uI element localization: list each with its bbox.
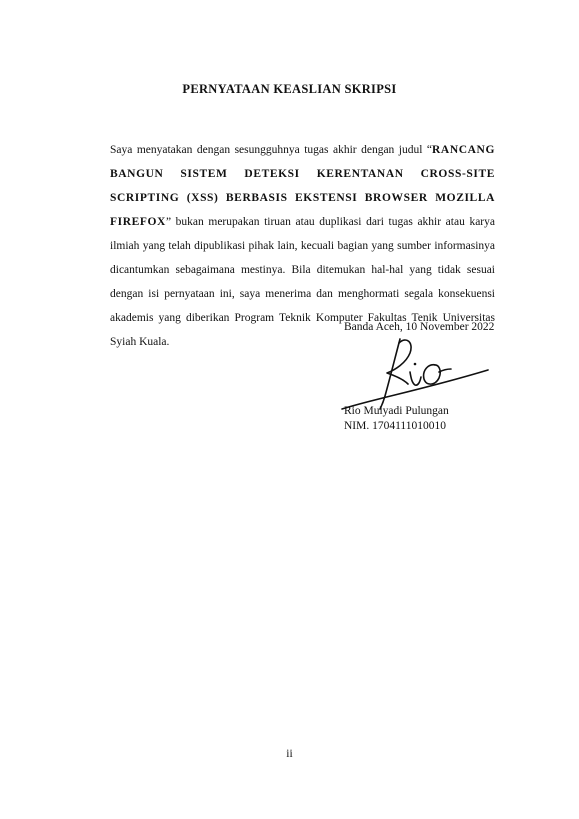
page-number: ii	[286, 748, 293, 760]
thesis-title: RANCANG BANGUN SISTEM DETEKSI KERENTANAN CROSS-SITE SCRIPTING (XSS) BERBASIS EKSTENSI BROWSER MOZILLA FIREFOX	[110, 144, 495, 228]
statement-intro: Saya menyatakan dengan sesungguhnya tugas akhir dengan judul “	[110, 144, 433, 156]
signer-block	[344, 404, 449, 434]
statement-body: ” bukan merupakan tiruan atau duplikasi dari tugas akhir atau karya ilmiah yang telah dipublikasi pihak lain, kecuali bagian yang sumber informasinya dicantumkan sebagaimana mestinya. Bila ditemukan hal-hal yang tidak sesuai dengan isi pernyataan ini, saya menerima dan menghormati segala konsekuensi akademis yang diberikan Program Teknik Komputer Fakultas Tenik Universitas Syiah Kuala.	[110, 216, 495, 348]
signer-name: Rio Mulyadi Pulungan	[344, 405, 449, 417]
place-date: Banda Aceh, 10 November 2022	[344, 321, 495, 333]
signer-nim: NIM. 1704111010010	[344, 420, 447, 432]
page-title: PERNYATAAN KEASLIAN SKRIPSI	[182, 82, 397, 96]
